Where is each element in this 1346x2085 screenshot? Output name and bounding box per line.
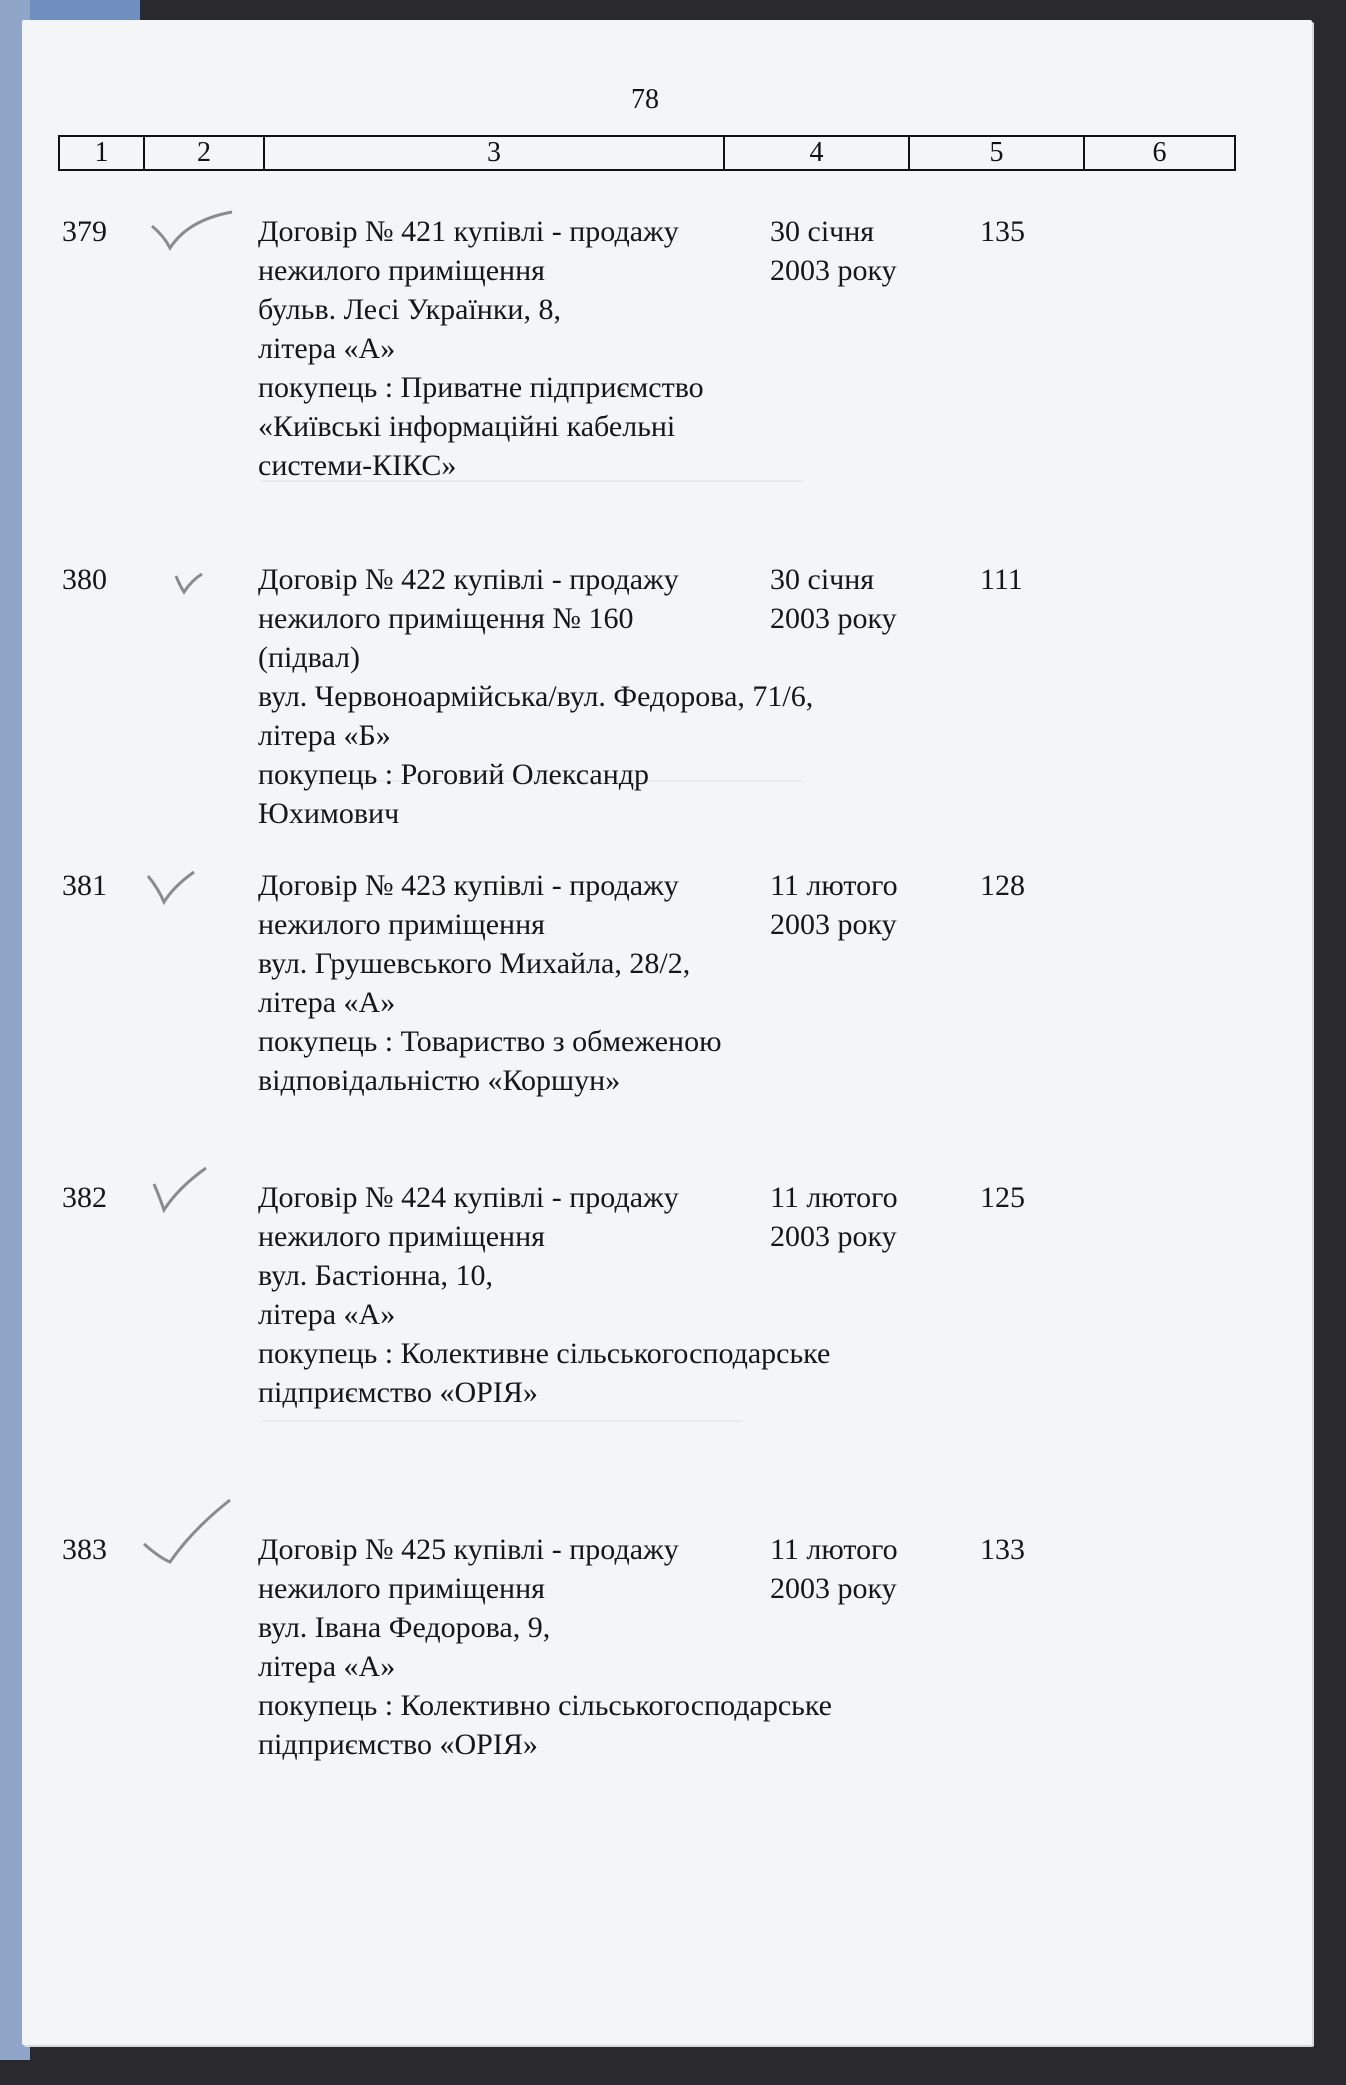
table-row xyxy=(0,866,1346,1126)
description-line: покупець : Роговий Олександр xyxy=(258,758,650,791)
description-line: Договір № 422 купівлі - продажу xyxy=(258,563,679,596)
header-col-4: 4 xyxy=(725,137,910,169)
row-number: 383 xyxy=(62,1533,107,1566)
header-col-1: 1 xyxy=(60,137,145,169)
description-line: покупець : Приватне підприємство xyxy=(258,371,704,404)
header-col-2: 2 xyxy=(145,137,265,169)
checkmark-icon xyxy=(140,1170,250,1240)
description-line: Договір № 424 купівлі - продажу xyxy=(258,1181,679,1214)
row-date xyxy=(770,212,950,290)
row-description xyxy=(258,212,778,485)
page-number: 78 xyxy=(631,84,659,115)
row-date xyxy=(770,866,950,944)
header-col-6: 6 xyxy=(1152,137,1167,168)
checkmark-icon xyxy=(140,556,250,626)
table-row xyxy=(0,560,1346,860)
date-line: 2003 року xyxy=(770,254,897,287)
description-line: Договір № 423 купівлі - продажу xyxy=(258,869,679,902)
description-line: бульв. Лесі Українки, 8, xyxy=(258,293,561,326)
checkmark-icon xyxy=(140,206,250,276)
date-line: 11 лютого xyxy=(770,1533,898,1566)
row-date xyxy=(770,560,950,638)
description-line: системи-КІКС» xyxy=(258,449,457,482)
row-description xyxy=(258,1178,831,1412)
row-number: 382 xyxy=(62,1181,107,1214)
row-pages: 125 xyxy=(980,1181,1025,1214)
description-line: відповідальністю «Коршун» xyxy=(258,1064,621,1097)
description-line: літера «Б» xyxy=(258,719,391,752)
row-date xyxy=(770,1178,950,1256)
description-line: покупець : Товариство з обмеженою xyxy=(258,1025,722,1058)
description-line: літера «А» xyxy=(258,332,396,365)
table-row xyxy=(0,1178,1346,1438)
description-line: «Київські інформаційні кабельні xyxy=(258,410,676,443)
date-line: 2003 року xyxy=(770,1572,897,1605)
table-row xyxy=(0,212,1346,512)
description-line: нежилого приміщення xyxy=(258,254,545,287)
row-pages: 111 xyxy=(980,563,1023,596)
date-line: 11 лютого xyxy=(770,1181,898,1214)
row-pages: 128 xyxy=(980,869,1025,902)
description-line: нежилого приміщення № 160 xyxy=(258,602,634,635)
checkmark-icon xyxy=(140,862,250,932)
description-line: Договір № 425 купівлі - продажу xyxy=(258,1533,679,1566)
description-line: вул. Бастіонна, 10, xyxy=(258,1259,494,1292)
checkmark-icon xyxy=(140,1500,250,1570)
table-header xyxy=(58,135,1236,171)
row-number: 379 xyxy=(62,215,107,248)
description-line: літера «А» xyxy=(258,1650,396,1683)
date-line: 30 січня xyxy=(770,563,875,596)
date-line: 2003 року xyxy=(770,602,897,635)
row-date xyxy=(770,1530,950,1608)
row-number: 380 xyxy=(62,563,107,596)
description-line: Договір № 421 купівлі - продажу xyxy=(258,215,679,248)
description-line: нежилого приміщення xyxy=(258,1220,545,1253)
row-pages: 133 xyxy=(980,1533,1025,1566)
description-line: нежилого приміщення xyxy=(258,908,545,941)
date-line: 11 лютого xyxy=(770,869,898,902)
description-line: Юхимович xyxy=(258,797,400,830)
row-description xyxy=(258,866,778,1100)
row-description xyxy=(258,1530,832,1764)
row-description xyxy=(258,560,814,833)
row-pages: 135 xyxy=(980,215,1025,248)
date-line: 30 січня xyxy=(770,215,875,248)
description-line: нежилого приміщення xyxy=(258,1572,545,1605)
description-line: літера «А» xyxy=(258,1298,396,1331)
date-line: 2003 року xyxy=(770,908,897,941)
header-col-3: 3 xyxy=(265,137,725,169)
description-line: вул. Червоноармійська/вул. Федорова, 71/6, xyxy=(258,680,814,713)
description-line: підприємство «ОРІЯ» xyxy=(258,1376,538,1409)
description-line: покупець : Колективне сільськогосподарське xyxy=(258,1337,831,1370)
description-line: підприємство «ОРІЯ» xyxy=(258,1728,538,1761)
table-row xyxy=(0,1530,1346,1790)
description-line: вул. Грушевського Михайла, 28/2, xyxy=(258,947,691,980)
header-col-5: 5 xyxy=(910,137,1085,169)
description-line: покупець : Колективно сільськогосподарське xyxy=(258,1689,832,1722)
description-line: (підвал) xyxy=(258,641,360,674)
row-number: 381 xyxy=(62,869,107,902)
date-line: 2003 року xyxy=(770,1220,897,1253)
description-line: літера «А» xyxy=(258,986,396,1019)
description-line: вул. Івана Федорова, 9, xyxy=(258,1611,551,1644)
